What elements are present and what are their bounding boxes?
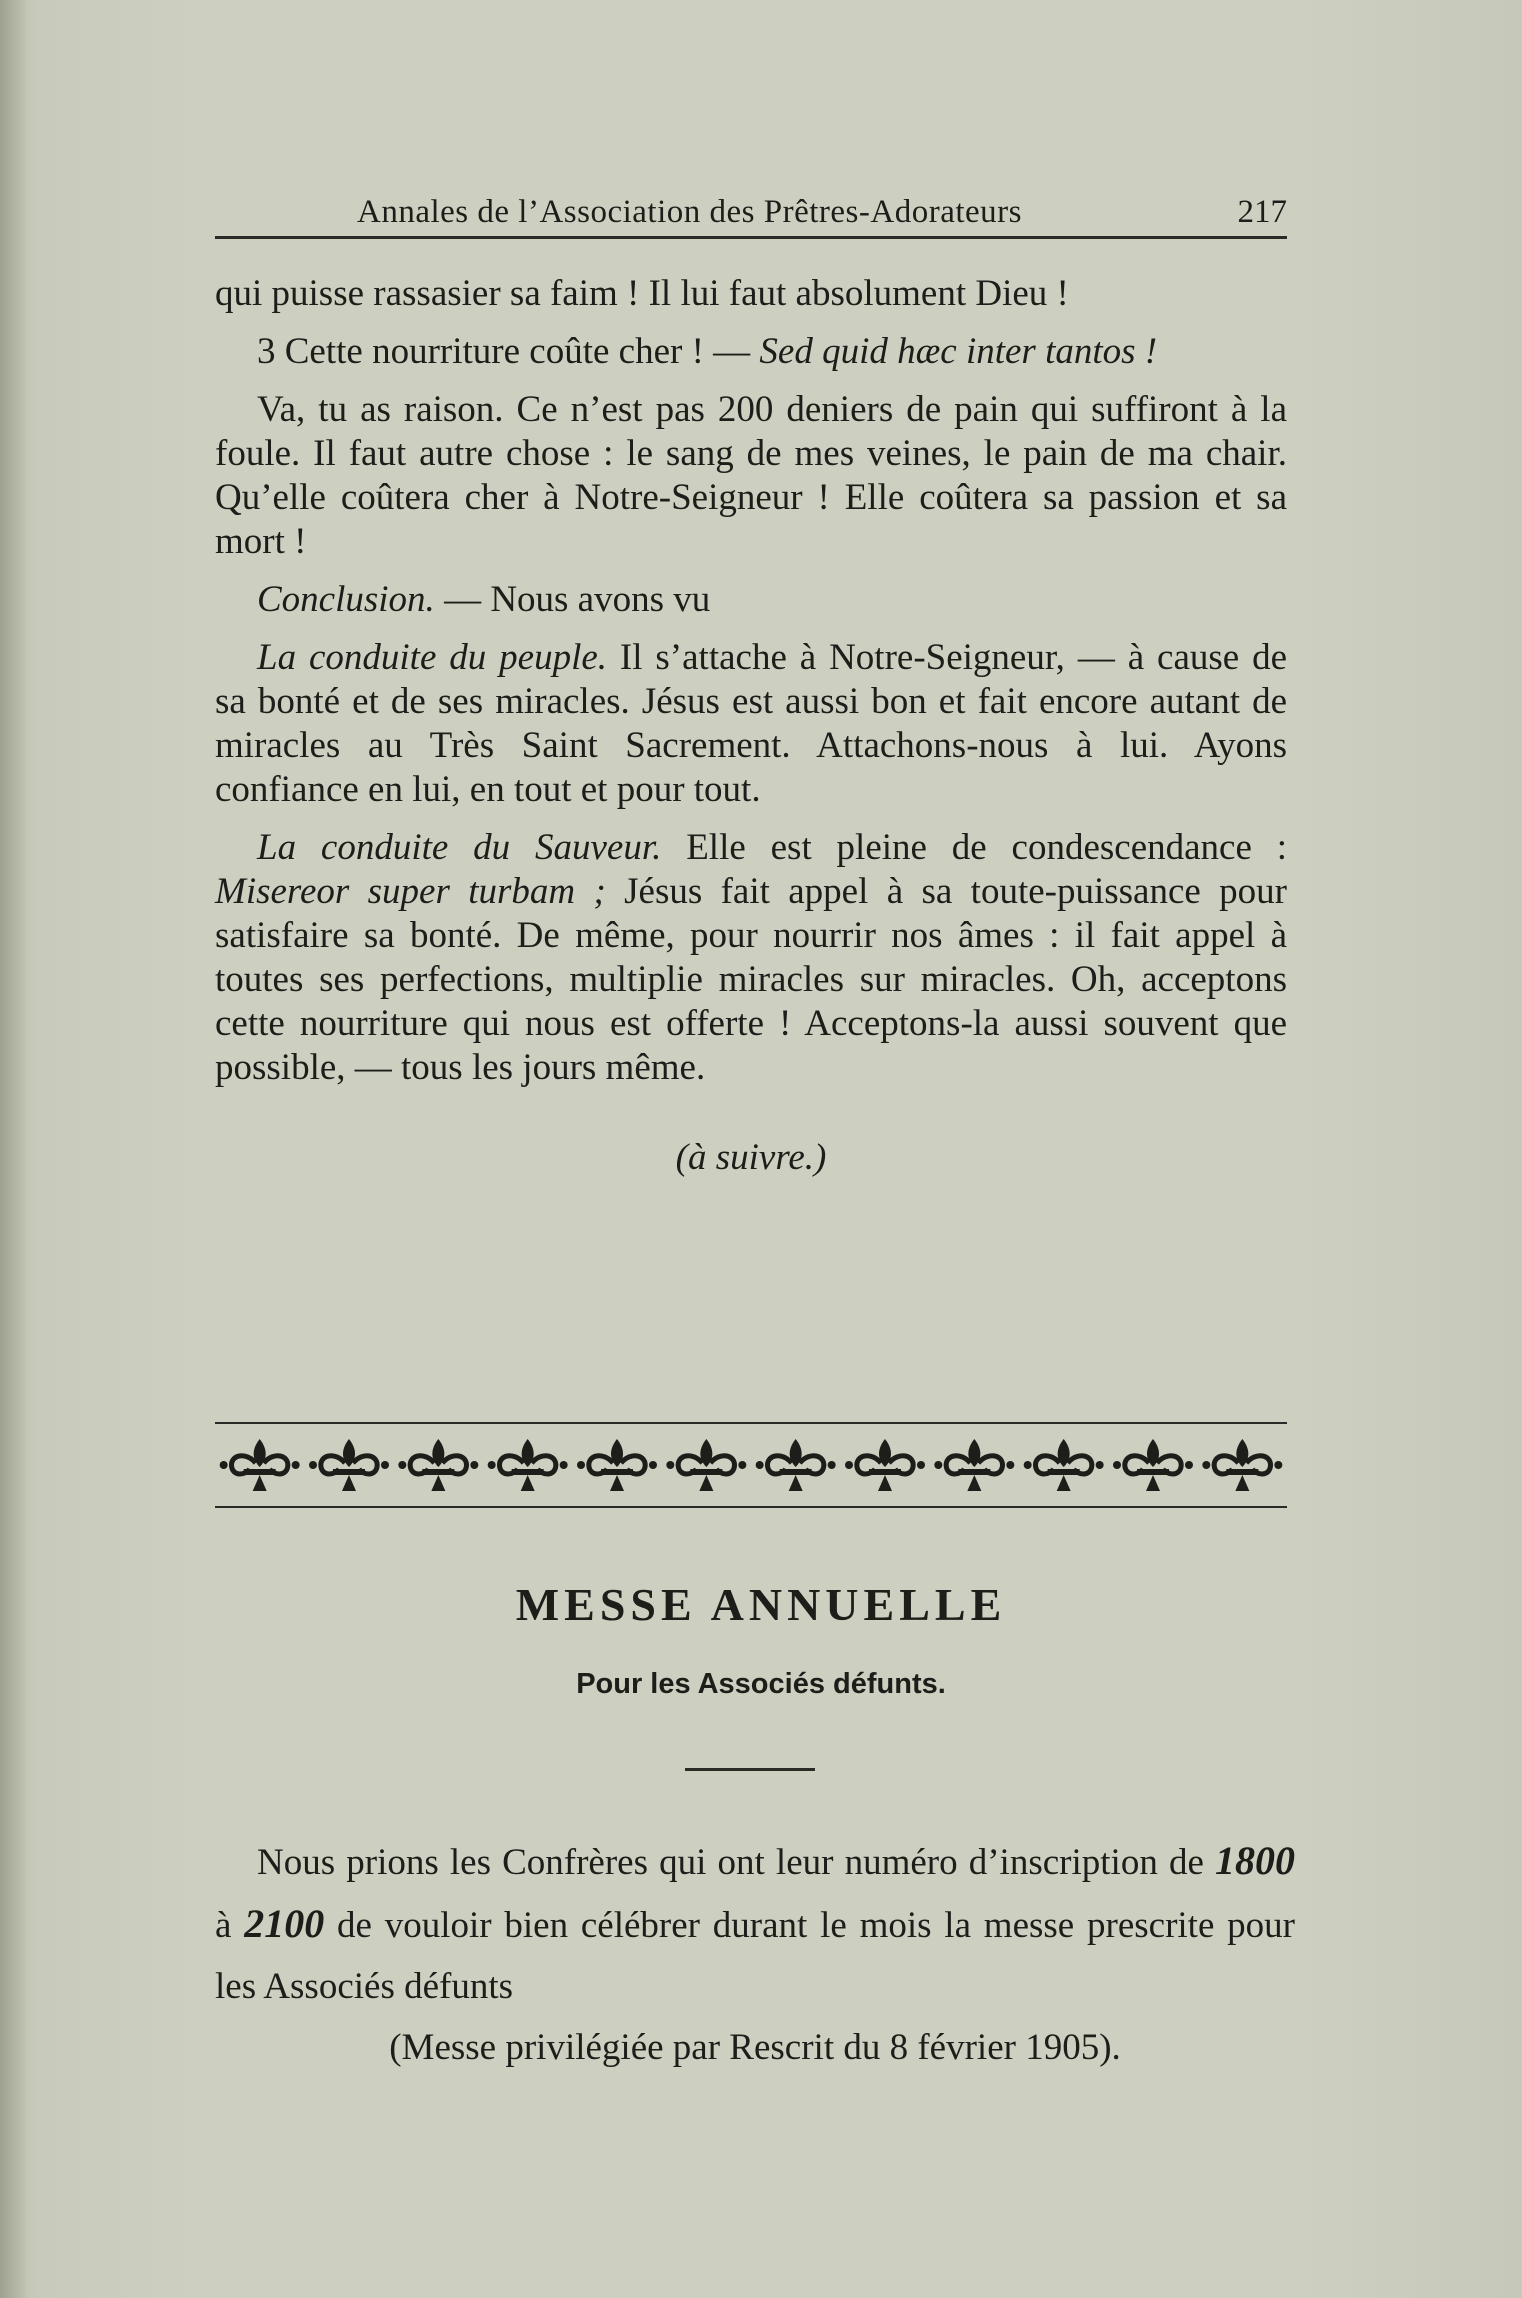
spine-shadow xyxy=(0,0,26,2298)
running-title: Annales de l’Association des Prêtres-Adorateurs xyxy=(357,194,1022,230)
paragraph-1: qui puisse rassasier sa faim ! Il lui faut absolument Dieu ! xyxy=(215,273,1069,314)
ornamental-border xyxy=(215,1422,1287,1508)
notice-text xyxy=(215,1830,1295,2078)
fleur-de-lis-icon xyxy=(845,1439,925,1491)
fleur-de-lis-icon xyxy=(756,1439,836,1491)
short-rule xyxy=(685,1768,815,1771)
fleur-de-lis-icon xyxy=(577,1439,657,1491)
notice-privilege: (Messe privilégiée par Rescrit du 8 février 1905). xyxy=(389,2027,1121,2068)
fleur-de-lis-icon xyxy=(1024,1439,1104,1491)
notice-part-b: à xyxy=(215,1905,245,1946)
paragraph-2-text: 3 Cette nourriture coûte cher ! — xyxy=(257,331,760,372)
conclusion-heading: Conclusion. xyxy=(257,579,435,620)
paragraph-5-text: Il s’attache à Notre-Seigneur, — à cause de sa bonté et de ses miracles. Jésus est aussi bon et fait encore autant de miracles au Très Saint Sacrement. Attachons-nous à lui. Ayons confiance en lui, en tout et pour tout. xyxy=(215,637,1287,810)
paragraph-4 xyxy=(215,578,1287,622)
paragraph-6-latin: Misereor super turbam ; xyxy=(215,871,606,912)
notice-part-c: de vouloir bien célébrer durant le mois la messe prescrite pour les Associés défunts xyxy=(215,1905,1295,2007)
to-be-continued: (à suivre.) xyxy=(675,1137,827,1178)
section-subtitle: Pour les Associés défunts. xyxy=(576,1668,946,1700)
paragraph-6 xyxy=(215,826,1287,1090)
paragraph-2-latin: Sed quid hæc inter tantos ! xyxy=(759,331,1158,372)
notice-paragraph xyxy=(215,1830,1295,2017)
fleur-de-lis-icon xyxy=(666,1439,746,1491)
number-from: 1800 xyxy=(1215,1838,1295,1883)
fleur-de-lis-icon xyxy=(309,1439,389,1491)
fleur-de-lis-icon xyxy=(220,1439,300,1491)
fleur-de-lis-icon xyxy=(398,1439,478,1491)
number-to: 2100 xyxy=(244,1901,325,1946)
page-number: 217 xyxy=(1237,194,1287,230)
paragraph-6-text-c: Jésus fait appel à sa toute-puissance pour satisfaire sa bonté. De même, pour nourrir nos âmes : il fait appel à toutes ses perfections, multiplie miracles sur miracles. Oh, acceptons cette nourriture qui nous est offerte ! Acceptons-la aussi souvent que possible, — tous les jours même. xyxy=(215,871,1287,1088)
paragraph-2 xyxy=(215,330,1287,374)
running-header xyxy=(215,186,1287,239)
section-title: MESSE ANNUELLE xyxy=(515,1579,1007,1630)
paragraph-5 xyxy=(215,636,1287,812)
paragraph-6-heading: La conduite du Sauveur. xyxy=(257,827,662,868)
fleur-de-lis-icon xyxy=(1202,1439,1282,1491)
notice-part-a: Nous prions les Confrères qui ont leur numéro d’inscription de xyxy=(257,1842,1215,1883)
paragraph-3: Va, tu as raison. Ce n’est pas 200 deniers de pain qui suffiront à la foule. Il faut autre chose : le sang de mes veines, le pain de ma chair. Qu’elle coûtera cher à Notre-Seigneur ! Elle coûtera sa passion et sa mort ! xyxy=(215,389,1287,562)
conclusion-text: — Nous avons vu xyxy=(434,579,711,620)
paragraph-5-heading: La conduite du peuple. xyxy=(257,637,608,678)
fleur-de-lis-icon xyxy=(1113,1439,1193,1491)
fleur-de-lis-icon xyxy=(934,1439,1014,1491)
fleur-de-lis-icon xyxy=(488,1439,568,1491)
body-text xyxy=(215,272,1287,1180)
fleur-de-lis-row xyxy=(215,1424,1287,1506)
paragraph-6-text-a: Elle est pleine de condescendance : xyxy=(661,827,1288,868)
